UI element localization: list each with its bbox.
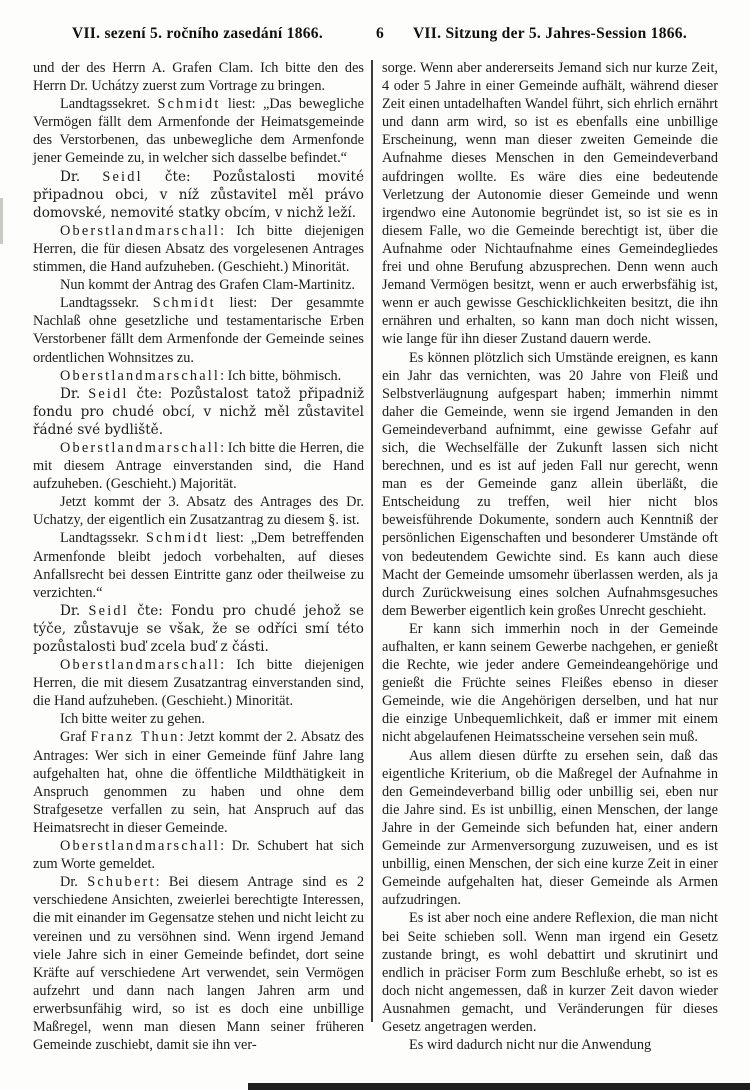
scan-artifact-left-edge <box>0 198 3 244</box>
text-run: Es können plötzlich sich Umstände ereignen, es kann ein Jahr das vernichten, was 20 Jahre von Fleiß und Selbstverläugnung aufgespart haben; immerhin nimmt daher die Gemeinde, wenn sie irgend Jemanden in den Gemeindeverband aufnimmt, eine gewisse Gefahr auf sich, die Wechselfälle der Zukunft lassen sich nicht berechnen, und es ist auf jeden Fall nur gerecht, wenn man es der Gemeinde ganz allein überläßt, die Entscheidung zu treffen, weil hier nicht blos beweisführende Dokumente, sondern auch Kenntniß der persönlichen Eigenschaften und besonderer Umstände oft von bedeutendem Gewichte sind. Es kann auch diese Macht der Gemeinde umsomehr überlassen werden, als ja durch Zurückweisung eines solchen Aufnahmsgesuches dem Bewerber eigentlich kein großes Unrecht geschieht. <box>382 349 718 619</box>
paragraph <box>33 529 364 601</box>
paragraph <box>33 367 364 385</box>
paragraph <box>33 493 364 529</box>
text-run: liest: „Dem betreffenden Armenfonde bleibt jedoch vorbehalten, auf dieses Anfallsrecht bei dessen Eintritte ganz oder theilweise zu verzichten.“ <box>33 530 364 601</box>
text-run: liest: „Das bewegliche Vermögen fällt dem Armenfonde der Heimatsgemeinde des Verstorbenen, das unbewegliche dem Armenfonde jener Gemeinde zu, in welcher sich dasselbe befindet.“ <box>33 96 364 167</box>
text-run: : Jetzt kommt der 2. Absatz des Antrages: Wer sich in einer Gemeinde fünf Jahre lang aufgehalten hat, ohne die öffentliche Mildthätigkeit in Anspruch genommen zu haben und ohne dem Strafgesetze verfallen zu sein, hat Anspruch auf das Heimatsrecht in dieser Gemeinde. <box>33 729 364 836</box>
text-run: und der des Herrn A. Grafen Clam. Ich bitte den des Herrn Dr. Uchátzy zuerst zum Vortrage zu bringen. <box>33 60 364 95</box>
text-run: Es ist aber noch eine andere Reflexion, die man nicht bei Seite schieben soll. Wenn man irgend ein Gesetz zustande bringt, es wohl debattirt und skrutinirt und endlich in präciser Form zum Beschluße erhebt, so ist es doch nicht angemessen, daß in kurzer Zeit davon wieder Ausnahmen gemacht, und Veränderungen für dieses Gesetz angetragen werden. <box>382 910 718 1035</box>
paragraph <box>33 276 364 294</box>
speaker-name: Oberstlandmarschall <box>60 439 221 456</box>
speaker-name: Oberstlandmarschall <box>60 657 221 674</box>
text-run: čte: Pozůstalost tatož připadniž fondu pro chudé obcí, v nichž měl zůstavitel řádné své bydliště. <box>33 385 364 438</box>
speaker-name: Seidl <box>88 602 129 619</box>
text-run: : Dr. Schubert hat sich zum Worte gemeldet. <box>33 838 364 873</box>
paragraph <box>33 385 364 439</box>
speaker-name: Seidl <box>102 168 143 185</box>
text-run: liest: Der gesammte Nachlaß ohne gesetzliche und testamentarische Erben Verstorbener fällt dem Armenfonde der Gemeinde seines ordentlichen Wohnsitzes zu. <box>33 295 364 366</box>
paragraph <box>382 747 718 910</box>
text-run: sorge. Wenn aber andererseits Jemand sich nur kurze Zeit, 4 oder 5 Jahre in einer Gemeinde aufhält, während dieser Zeit einen untadelhaften Wandel führt, sich ehrlich ernährt und dann arm wird, so ist es ebenfalls eine unbillige Erscheinung, wenn man dieser zweiten Gemeinde die Aufnahme dieses Menschen in den Gemeindeverband aufdringen wollte. Es wäre dies eine bedeutende Verletzung der Autonomie dieser Gemeinde und wenn irgendwo eine Autonomie begründet ist, so ist sie es in diesem Falle, wo die Gemeinde berechtigt ist, über die Aufnahme oder Nichtaufnahme eines Gemeindegliedes frei und ohne Berufung abzusprechen. Denn wenn auch Jemand Vermögen besitzt, wenn er auch erwerbsfähig ist, wenn er auch gewisse Geschicklichkeiten besitzt, die ihn ernähren und erhalten, so kann man doch nicht wissen, wie lange für ihn dieser Zustand dauern werde. <box>382 60 718 348</box>
paragraph <box>33 656 364 710</box>
speaker-name: Schmidt <box>146 530 210 547</box>
speaker-name: Oberstlandmarschall <box>60 222 221 239</box>
paragraph <box>33 222 364 276</box>
text-run: čte: Pozůstalosti movité připadnou obci, v níž zůstavitel měl právo domovské, nemovité statky obcím, v nichž leží. <box>33 168 364 221</box>
speaker-name: Franz Thun <box>90 729 180 746</box>
text-run: Aus allem diesen dürfte zu ersehen sein, daß das eigentliche Kriterium, ob die Maßregel der Aufnahme in den Gemeindeverband billig oder unbillig sei, eben nur die Jahre sind. Es ist unbillig, einen Menschen, der lange Jahre in der Gemeinde sich befunden hat, einer andern Gemeinde zur Armenversorgung zuzuweisen, und es ist unbillig, einen Menschen, der sich eine kurze Zeit in einer Gemeinde aufgehalten hat, dieser Gemeinde als Armen aufzudringen. <box>382 747 718 909</box>
text-run: Landtagssekret. <box>60 96 158 113</box>
paragraph <box>33 873 364 1054</box>
paragraph <box>382 909 718 1036</box>
text-run: Dr. <box>60 874 88 891</box>
paragraph <box>382 620 718 747</box>
text-run: Dr. <box>60 385 89 402</box>
text-run: Graf <box>60 729 91 746</box>
paragraph <box>33 837 364 873</box>
paragraph <box>33 439 364 493</box>
text-run: Landtagssekr. <box>60 530 147 547</box>
text-run: Jetzt kommt der 3. Absatz des Antrages des Dr. Uchatzy, der eigentlich ein Zusatzantrag zu diesem §. ist. <box>33 494 364 529</box>
text-run: Nun kommt der Antrag des Grafen Clam-Martinitz. <box>60 277 355 294</box>
speaker-name: Oberstlandmarschall <box>60 367 221 384</box>
paragraph <box>382 59 718 349</box>
column-left <box>33 59 364 1054</box>
speaker-name: Seidl <box>88 385 129 402</box>
speaker-name: Schmidt <box>157 96 221 113</box>
speaker-name: Schubert <box>87 874 156 891</box>
paragraph <box>33 95 364 167</box>
text-run: Er kann sich immerhin noch in der Gemeinde aufhalten, er kann seinem Gewerbe nachgehen, er genießt die Rechte, wie jeder andere Gemeindeangehörige und genießt die Früchte seines Fleißes ebenso in dieser Gemeinde, wie die Angehörigen derselben, und hat nur die einzige Unbequemlichkeit, daß er immer mit einem nicht abgelaufenen Heimatsscheine versehen sein muß. <box>382 620 718 746</box>
paragraph <box>33 728 364 837</box>
text-run: Es wird dadurch nicht nur die Anwendung <box>409 1037 652 1054</box>
speaker-name: Oberstlandmarschall <box>60 838 221 855</box>
text-run: : Ich bitte diejenigen Herren, die mit diesem Zusatzantrag einverstanden sind, die Hand aufzuheben. (Geschieht.) Minorität. <box>33 657 364 710</box>
paragraph <box>33 168 364 222</box>
text-run: Dr. <box>60 602 89 619</box>
text-run: Landtagssekr. <box>60 295 153 312</box>
running-header-czech: VII. sezení 5. ročního zasedání 1866. <box>71 25 324 42</box>
scan-artifact-bottom-bar <box>248 1083 750 1090</box>
text-run: čte: Fondu pro chudé jehož se týče, zůstavuje se však, že se odříci smí této pozůstalosti buď zcela buď z části. <box>33 602 364 655</box>
paragraph <box>382 349 718 620</box>
paragraph <box>382 1036 718 1054</box>
column-divider-rule <box>371 60 373 1022</box>
paragraph <box>33 602 364 656</box>
running-header-german: VII. Sitzung der 5. Jahres-Session 1866. <box>412 25 688 42</box>
column-right <box>382 59 718 1054</box>
text-run: : Ich bitte die Herren, die mit diesem Antrage einverstanden sind, die Hand aufzuheben. (Geschieht.) Majorität. <box>33 439 364 493</box>
paragraph <box>33 710 364 728</box>
paragraph <box>33 294 364 366</box>
text-run: : Ich bitte, böhmisch. <box>220 367 342 384</box>
paragraph <box>33 59 364 95</box>
text-run: : Ich bitte diejenigen Herren, die für diesen Absatz des vorgelesenen Antrages stimmen, die Hand aufzuheben. (Geschieht.) Minorität. <box>33 222 364 276</box>
page-number: 6 <box>375 25 385 42</box>
text-run: Dr. <box>60 168 103 185</box>
speaker-name: Schmidt <box>152 295 216 312</box>
text-run: Ich bitte weiter zu gehen. <box>60 711 205 728</box>
text-run: : Bei diesem Antrage sind es 2 verschiedene Ansichten, zweierlei berechtigte Interessen, die mit einander im Gegensatze stehen und nicht leicht zu vereinen und zu versöhnen sind. Wenn irgend Jemand viele Jahre sich in einer Gemeinde befindet, dort seine Kräfte auf verschiedene Art verwendet, sein Vermögen aufzehrt und dann nach langen Jahren arm und erwerbsunfähig wird, so ist es doch eine unbillige Maßregel, wenn man diesen Mann seiner früheren Gemeinde zuschiebt, damit sie ihn ver- <box>33 874 364 1054</box>
